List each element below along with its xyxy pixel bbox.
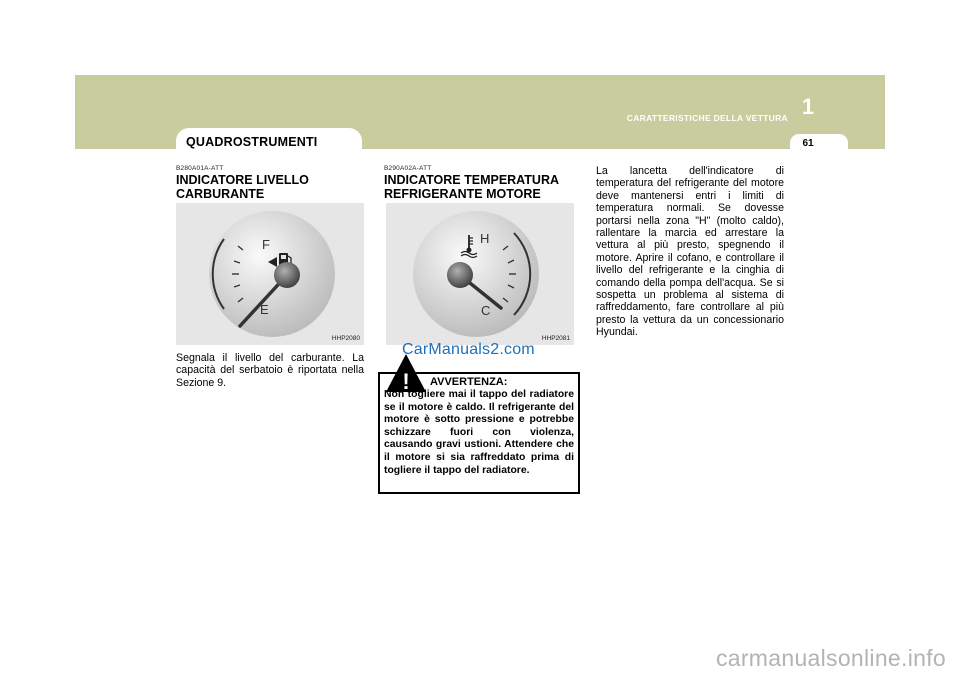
fuel-empty-label: E <box>260 302 269 317</box>
temp-hot-label: H <box>480 231 490 246</box>
chapter-title: CARATTERISTICHE DELLA VETTURA <box>626 113 788 123</box>
site-watermark: CarManuals2.com <box>402 341 535 358</box>
fuel-gauge-description: Segnala il livello del carburante. La capacità del serbatoio è riportata nella Sezione 9. <box>176 352 364 389</box>
temp-gauge-description: La lancetta dell'indicatore di temperatura del refrigerante del motore deve mantenersi entri i limiti di temperatura normali. Se dovesse portarsi nella zona "H" (molto caldo), rallentare la marcia ed arrestare la vettura al più presto, spegnendo il motore. Aprire il cofano, e controllare il livello del refrigerante e la cinghia di comando della pompa dell'acqua. Se si sospetta un problema al sistema di raffreddamento, fare controllare al più presto la vettura da un concessionario Hyundai. <box>596 165 784 339</box>
temp-gauge-figure <box>386 203 574 345</box>
chapter-number: 1 <box>801 94 815 119</box>
fuel-full-label: F <box>262 237 270 252</box>
temp-gauge-hub <box>447 262 473 288</box>
warning-title: AVVERTENZA: <box>430 376 508 388</box>
temp-figure-code: HHP2081 <box>541 335 570 342</box>
warning-text: Non togliere mai il tappo del radiatore se il motore è caldo. Il refrigerante del motore è sotto pressione e potrebbe schizzare fuori con violenza, causando gravi ustioni. Attendere che il motore si sia raffreddato prima di togliere il tappo del radiatore. <box>384 389 574 476</box>
temp-section-code: B290A02A-ATT <box>384 165 432 172</box>
fuel-gauge-heading: INDICATORE LIVELLO CARBURANTE <box>176 173 309 201</box>
fuel-gauge-figure <box>176 203 364 345</box>
temp-gauge-heading: INDICATORE TEMPERATURA REFRIGERANTE MOTORE <box>384 173 559 201</box>
page-number: 61 <box>802 138 814 149</box>
temp-cold-label: C <box>481 303 491 318</box>
temp-gauge-drawing <box>386 203 574 345</box>
fuel-section-code: B280A01A-ATT <box>176 165 224 172</box>
warning-icon <box>384 352 428 394</box>
fuel-gauge-dial <box>209 211 335 337</box>
section-title: QUADROSTRUMENTI <box>186 135 318 149</box>
temp-gauge-dial <box>413 211 539 337</box>
fuel-gauge-hub <box>274 262 300 288</box>
fuel-figure-code: HHP2080 <box>331 335 360 342</box>
svg-text:!: ! <box>402 369 410 394</box>
footer-watermark: carmanualsonline.info <box>715 645 946 671</box>
fuel-gauge-drawing <box>176 203 364 345</box>
